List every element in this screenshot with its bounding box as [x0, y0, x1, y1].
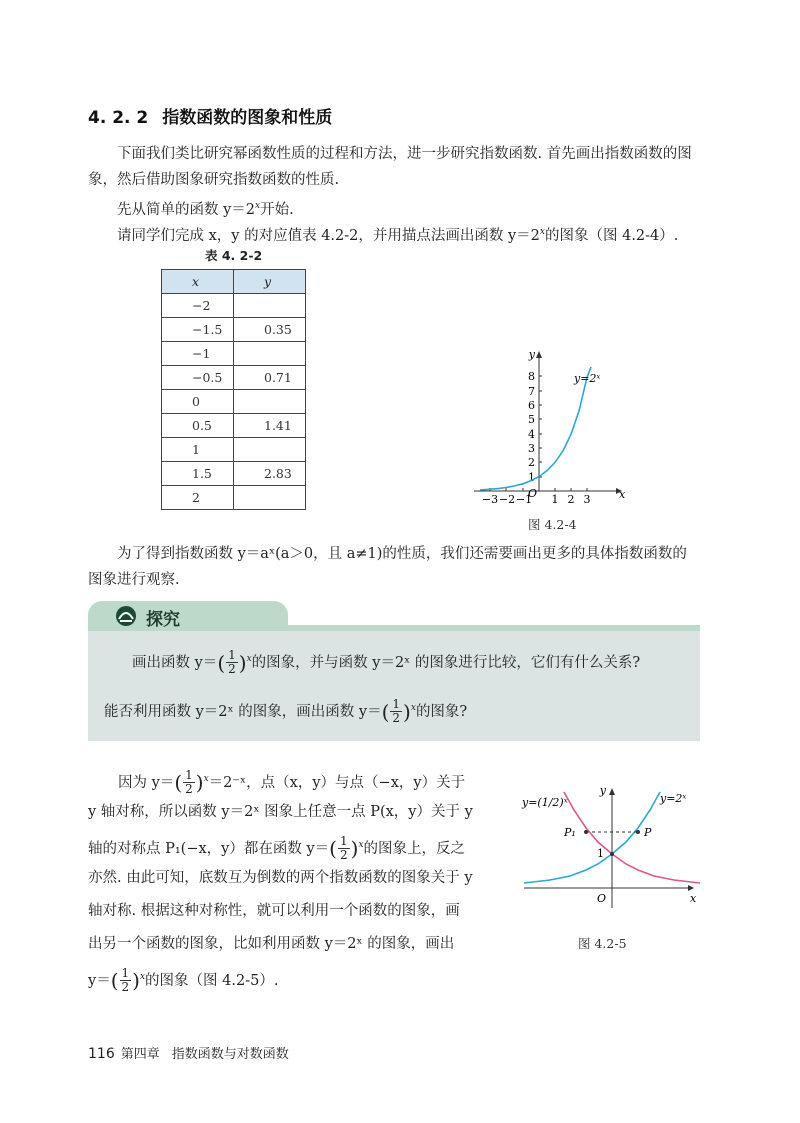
section-number: 4. 2. 2 [88, 108, 149, 128]
table-row: 1.5 2.83 [162, 462, 306, 486]
general-paragraph: 为了得到指数函数 y＝aˣ(a＞0，且 a≠1)的性质，我们还需要画出更多的具体指数函数的图象进行观察. [88, 546, 687, 588]
svg-text:−2: −2 [498, 493, 516, 506]
svg-text:−3: −3 [481, 493, 499, 506]
svg-text:6: 6 [528, 399, 535, 412]
intercept-point [610, 852, 614, 856]
section-heading: 指数函数的图象和性质 [162, 108, 333, 128]
table-header-y: y [234, 270, 306, 294]
explore-question-2: 能否利用函数 y＝2ˣ 的图象，画出函数 y＝( $\frac{1}{2}$ )$^x$的图象? [104, 697, 468, 726]
svg-text:2: 2 [528, 456, 535, 469]
start-paragraph: 先从简单的函数 $y=2^x$开始. [117, 201, 294, 218]
figure-exp-graph [470, 345, 640, 510]
point-p [636, 830, 640, 834]
svg-text:1: 1 [551, 493, 559, 506]
svg-text:−1: −1 [515, 493, 533, 506]
x-axis-arrow [688, 885, 694, 891]
y-axis-arrow [609, 788, 615, 795]
explore-icon [114, 605, 138, 627]
table-row: −2 [162, 294, 306, 318]
svg-text:5: 5 [528, 413, 535, 426]
svg-text:2: 2 [567, 493, 575, 506]
curve-label: y=2ˣ [574, 372, 601, 385]
table-row: −1.5 0.35 [162, 318, 306, 342]
table-row: 2 [162, 486, 306, 510]
page-footer [88, 1043, 289, 1062]
section-title [88, 103, 332, 128]
svg-text:3: 3 [583, 493, 591, 506]
table-header-x: x [162, 270, 234, 294]
svg-text:4: 4 [528, 428, 535, 441]
svg-text:3: 3 [528, 442, 535, 455]
table-row: −1 [162, 342, 306, 366]
chapter-label: 第四章 [120, 1047, 160, 1062]
explore-header [88, 601, 700, 631]
explore-title: 探究 [146, 610, 180, 630]
chapter-title: 指数函数与对数函数 [171, 1047, 289, 1062]
page-number: 116 [88, 1046, 115, 1062]
intro-paragraph: 下面我们类比研究幂函数性质的过程和方法，进一步研究指数函数. 首先画出指数函数的图象，然后借助图象研究指数函数的性质. [88, 146, 692, 188]
origin-label: O [527, 487, 537, 500]
exp-curve [480, 367, 591, 490]
x-axis-label: x [619, 488, 626, 501]
value-table [161, 269, 306, 510]
explore-question-1: 画出函数 y＝( $\frac{1}{2}$ )$^x$的图象，并与函数 y＝2ˣ 的图象进行比较，它们有什么关系? [132, 648, 641, 677]
curve-half-x [564, 792, 700, 883]
intercept-label: 1 [597, 847, 604, 860]
svg-text:1: 1 [528, 471, 535, 484]
task-paragraph: 请同学们完成 x，y 的对应值表 4.2-2，并用描点法画出函数 $y=2^x$的图象（图 4.2-4）. [117, 227, 679, 244]
point-p1 [584, 830, 588, 834]
svg-text:7: 7 [528, 385, 535, 398]
table-row: 1 [162, 438, 306, 462]
symmetry-paragraph: 因为 y＝( $\frac{1}{2}$ )$^x$＝2⁻ˣ，点（x，y）与点（−x，y）关于 y 轴对称，所以函数 y＝2ˣ 图象上任意一点 P(x，y）关于 y 轴的对称点 P₁(−x，y）都在函数 y＝( $\frac{1}{2}$ )$^x$的图象上，反之 亦然. 由此可知，底数互为倒数的两个指数函数的图象关于 y 轴对称. 根据这种对称性，就可以利用一个函数的图象，画 出另一个函数的图象，比如利用函数 y＝2ˣ 的图象，画出 y＝( $\frac{1}{2}$ )$^x$的图象（图 4.2-5）. [88, 768, 473, 995]
y-axis-arrow [536, 351, 542, 358]
figure1-caption: 图 4.2-4 [528, 517, 577, 532]
y-axis-label: y [599, 784, 606, 797]
figure2-caption: 图 4.2-5 [578, 936, 627, 951]
point-p-label: P [644, 826, 652, 839]
figure-symmetry-graph [520, 780, 700, 915]
table-caption: 表 4. 2-2 [205, 248, 263, 263]
table-row: 0.5 1.41 [162, 414, 306, 438]
left-curve-label: y=(1/2)ˣ [522, 796, 568, 809]
svg-text:8: 8 [528, 370, 535, 383]
y-ticks [528, 370, 542, 484]
y-axis-label: y [528, 348, 535, 361]
point-p1-label: P₁ [564, 826, 576, 839]
right-curve-label: y=2ˣ [660, 792, 687, 805]
origin-label: O [596, 892, 606, 905]
table-row: −0.5 0.71 [162, 366, 306, 390]
x-axis-label: x [690, 892, 697, 905]
table-row: 0 [162, 390, 306, 414]
